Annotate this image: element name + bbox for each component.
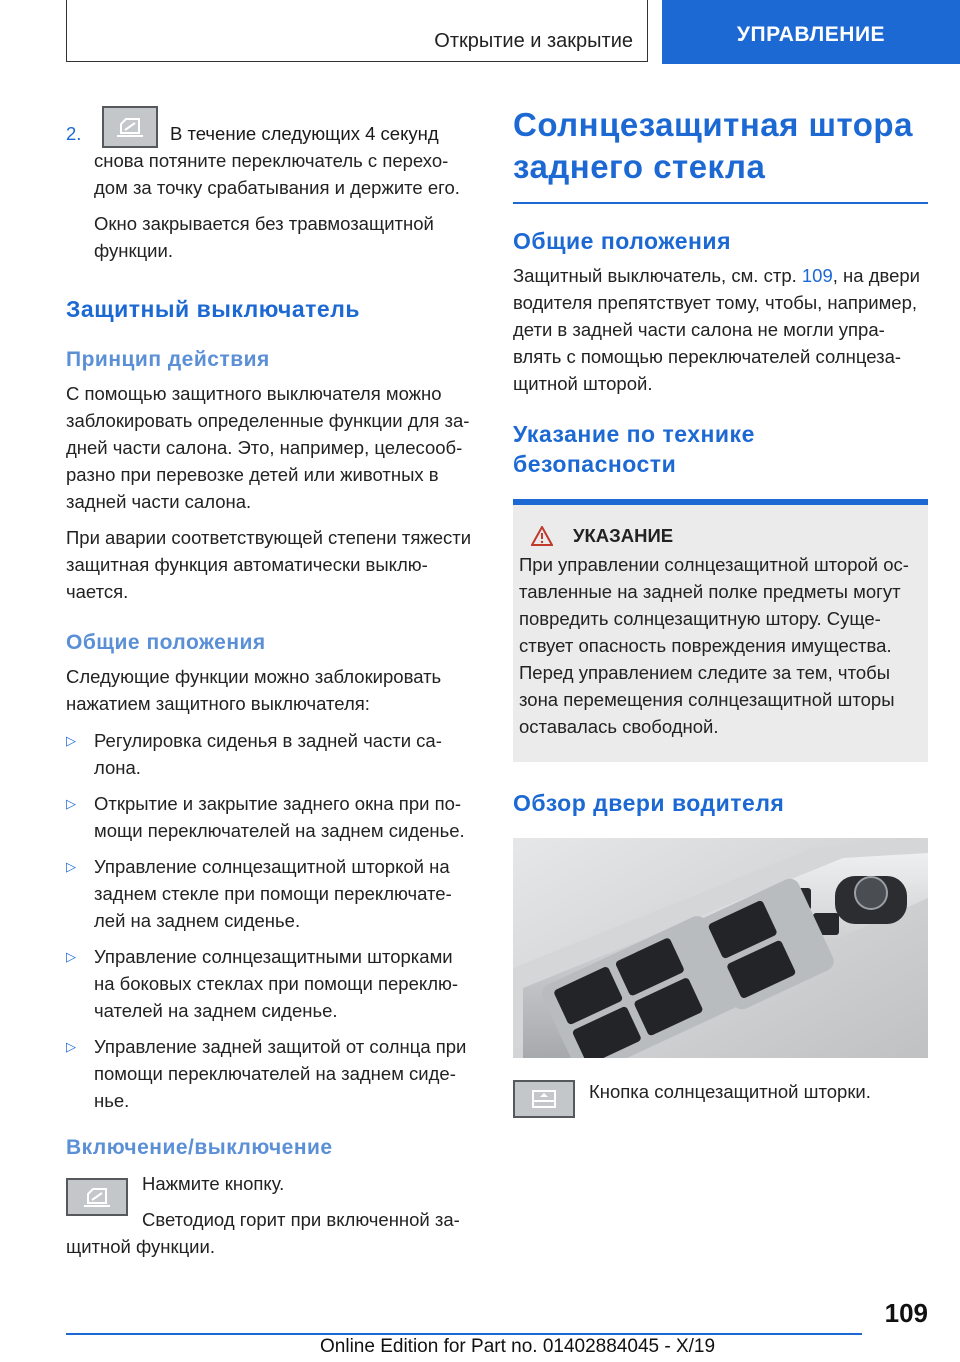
warning-box (513, 499, 928, 762)
step2-text-2: снова потяните переключатель с перехо- (94, 150, 449, 171)
page-reference-link[interactable]: 109 (801, 265, 833, 286)
warning-triangle-icon (531, 526, 553, 546)
list-item (66, 790, 480, 844)
window-lock-button-icon (66, 1178, 128, 1216)
principle-heading: Принцип действия (66, 348, 270, 371)
step-2 (66, 100, 480, 264)
onoff-heading: Включение/выключение (66, 1136, 333, 1159)
text-line: Регулировка сиденья в задней части са- (94, 730, 442, 751)
edition-footer: Online Edition for Part no. 01402884045 - X/19 (320, 1336, 716, 1357)
text-line: заблокировать определенные функции для за- (66, 410, 470, 431)
warning-title (531, 525, 918, 547)
text-line: задней части салона. (66, 491, 252, 512)
text-line (513, 262, 928, 289)
step-number: 2. (66, 123, 82, 144)
text-line: разно при перевозке детей или животных в (66, 464, 439, 485)
text-line: При управлении солнцезащитной шторой ос- (519, 554, 909, 575)
text-line: мощи переключателей на заднем сиденье. (94, 820, 465, 841)
title-divider (513, 202, 928, 204)
heading-line: Указание по технике (513, 421, 755, 447)
text-line: лона. (94, 757, 141, 778)
safety-heading (513, 419, 928, 479)
window-lock-button-icon (102, 106, 158, 148)
caption-row (513, 1078, 928, 1105)
rear-blind-button-icon (513, 1080, 575, 1118)
principle-paragraph-2 (66, 524, 480, 605)
bullet-triangle-icon: ▷ (66, 859, 76, 874)
step2-note-2: функции. (94, 240, 173, 261)
right-column (513, 100, 928, 1105)
text-line: Открытие и закрытие заднего окна при по- (94, 793, 462, 814)
left-column (66, 100, 480, 1260)
onoff-text-1: Нажмите кнопку. (142, 1173, 285, 1194)
text-line: чателей на заднем сиденье. (94, 1000, 338, 1021)
step2-note-1: Окно закрывается без травмозащитной (94, 213, 434, 234)
text-line: Перед управлением следите за тем, чтобы (519, 662, 891, 683)
page-title (513, 104, 928, 188)
bullet-triangle-icon: ▷ (66, 733, 76, 748)
text-line: чается. (66, 581, 129, 602)
text-line: на боковых стеклах при помощи переклю- (94, 973, 459, 994)
text-line: оставалась свободной. (519, 716, 719, 737)
step2-text-1: В течение следующих 4 секунд (170, 123, 439, 144)
caption-text: Кнопка солнцезащитной шторки. (589, 1081, 871, 1102)
onoff-text-3: щитной функции. (66, 1236, 215, 1257)
text-line: Управление солнцезащитной шторкой на (94, 856, 450, 877)
text-line: Управление задней защитой от солнца при (94, 1036, 467, 1057)
list-item (66, 853, 480, 934)
text-line: влять с помощью переключателей солнцеза- (513, 346, 902, 367)
text-line: зона перемещения солнцезащитной шторы (519, 689, 895, 710)
heading-line: безопасности (513, 451, 677, 477)
general-intro (66, 663, 480, 717)
text-line: лей на заднем сиденье. (94, 910, 301, 931)
locked-functions-list (66, 727, 480, 1114)
list-item (66, 943, 480, 1024)
text-line: дети в задней части салона не могли упра- (513, 319, 885, 340)
text-line: При аварии соответствующей степени тяжести (66, 527, 472, 548)
bullet-triangle-icon: ▷ (66, 1039, 76, 1054)
text-line: водителя препятствует тому, чтобы, например, (513, 292, 918, 313)
text-line: нье. (94, 1090, 130, 1111)
bullet-triangle-icon: ▷ (66, 796, 76, 811)
title-line: заднего стекла (513, 148, 766, 185)
text-line: дней части салона. Это, например, целесооб- (66, 437, 463, 458)
general-paragraph (513, 262, 928, 397)
text-line: защитная функция автоматически выклю- (66, 554, 428, 575)
text-line: нажатием защитного выключателя: (66, 693, 370, 714)
chapter-tab[interactable]: УПРАВЛЕНИЕ (662, 0, 960, 64)
door-switches-illustration (513, 838, 928, 1058)
text-line: Управление солнцезащитными шторками (94, 946, 453, 967)
text-line: щитной шторой. (513, 373, 653, 394)
step2-text-3: дом за точку срабатывания и держите его. (94, 177, 460, 198)
warning-title-text: УКАЗАНИЕ (573, 525, 674, 546)
list-item (66, 1033, 480, 1114)
text-line: ствует опасность повреждения имущества. (519, 635, 892, 656)
onoff-text-2: Светодиод горит при включенной за- (142, 1209, 460, 1230)
safety-switch-heading: Защитный выключатель (66, 296, 360, 322)
onoff-block (66, 1170, 480, 1260)
text-line: С помощью защитного выключателя можно (66, 383, 442, 404)
text-fragment: , на двери (832, 265, 921, 286)
section-title: Открытие и закрытие (434, 30, 633, 52)
text-line: помощи переключателей на заднем сиде- (94, 1063, 456, 1084)
door-panel-photo (513, 838, 928, 1058)
title-line: Солнцезащитная штора (513, 106, 913, 143)
general-heading: Общие положения (66, 631, 266, 654)
text-line: тавленные на задней полке предметы могут (519, 581, 901, 602)
general-heading: Общие положения (513, 228, 731, 254)
text-line: Следующие функции можно заблокировать (66, 666, 442, 687)
text-fragment: Защитный выключатель, см. стр. (513, 265, 802, 286)
bullet-triangle-icon: ▷ (66, 949, 76, 964)
text-line: заднем стекле при помощи переключате- (94, 883, 452, 904)
overview-heading: Обзор двери водителя (513, 790, 785, 816)
text-line: повредить солнцезащитную штору. Суще- (519, 608, 881, 629)
list-item (66, 727, 480, 781)
principle-paragraph-1 (66, 380, 480, 515)
page-number: 109 (884, 1298, 928, 1328)
footer-rule (66, 1333, 862, 1335)
header-frame (66, 0, 648, 62)
